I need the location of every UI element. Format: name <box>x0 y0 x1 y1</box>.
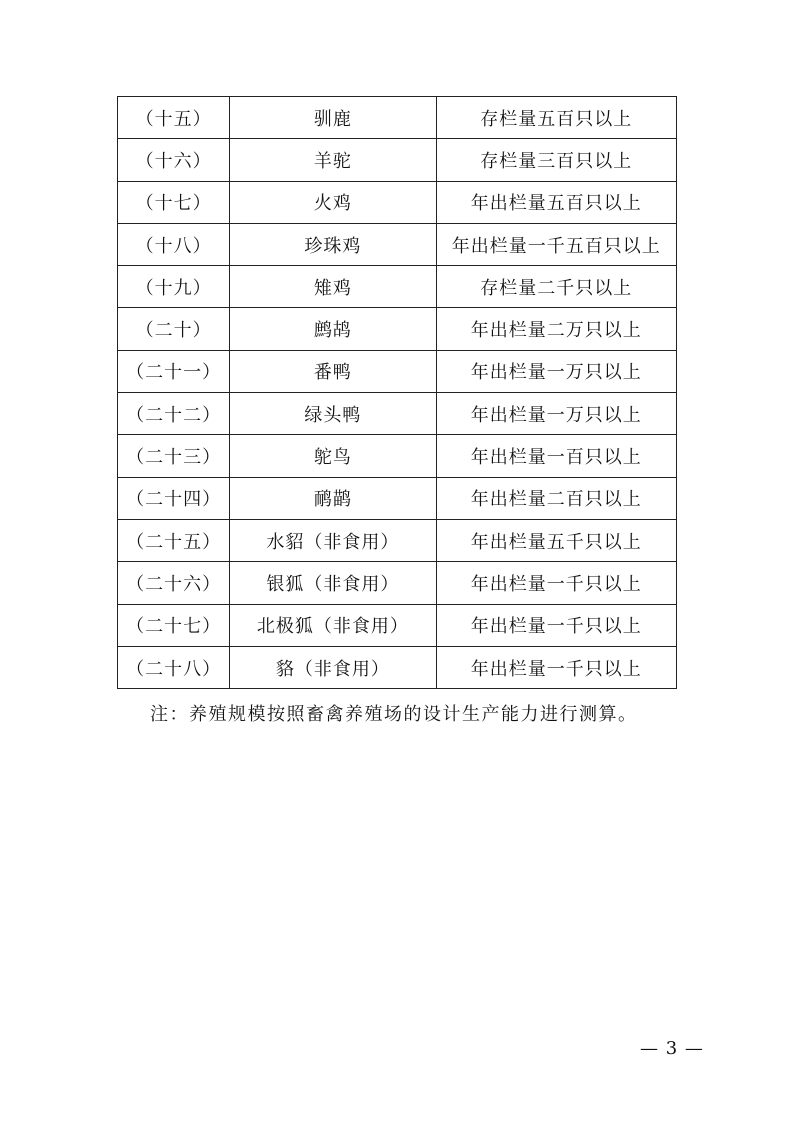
scale-cell: 存栏量二千只以上 <box>436 266 676 308</box>
table-row <box>118 519 677 561</box>
animal-cell: 北极狐（非食用） <box>230 604 436 646</box>
row-number-cell: （二十三） <box>118 435 230 477</box>
animal-cell: 火鸡 <box>230 181 436 223</box>
table-row <box>118 266 677 308</box>
table-note: 注：养殖规模按照畜禽养殖场的设计生产能力进行测算。 <box>150 704 638 725</box>
scale-cell: 年出栏量一千只以上 <box>436 646 676 688</box>
animal-cell: 银狐（非食用） <box>230 562 436 604</box>
row-number-cell: （十六） <box>118 139 230 181</box>
table-row <box>118 181 677 223</box>
scale-cell: 年出栏量二万只以上 <box>436 308 676 350</box>
row-number-cell: （二十二） <box>118 393 230 435</box>
scale-cell: 年出栏量五百只以上 <box>436 181 676 223</box>
page-number: — 3 — <box>640 1038 704 1059</box>
animal-cell: 绿头鸭 <box>230 393 436 435</box>
scale-cell: 年出栏量一百只以上 <box>436 435 676 477</box>
table-row <box>118 139 677 181</box>
scale-cell: 年出栏量一千五百只以上 <box>436 223 676 265</box>
animal-cell: 雉鸡 <box>230 266 436 308</box>
table-row <box>118 562 677 604</box>
table-row <box>118 350 677 392</box>
animal-cell: 鸵鸟 <box>230 435 436 477</box>
scale-cell: 年出栏量一万只以上 <box>436 393 676 435</box>
animal-cell: 鹧鸪 <box>230 308 436 350</box>
row-number-cell: （二十八） <box>118 646 230 688</box>
scale-cell: 存栏量五百只以上 <box>436 97 676 139</box>
scale-cell: 年出栏量一万只以上 <box>436 350 676 392</box>
table-row <box>118 308 677 350</box>
animal-cell: 驯鹿 <box>230 97 436 139</box>
animal-cell: 水貂（非食用） <box>230 519 436 561</box>
table-row <box>118 646 677 688</box>
scale-cell: 年出栏量一千只以上 <box>436 562 676 604</box>
scale-cell: 年出栏量五千只以上 <box>436 519 676 561</box>
scale-cell: 存栏量三百只以上 <box>436 139 676 181</box>
row-number-cell: （十八） <box>118 223 230 265</box>
animal-cell: 番鸭 <box>230 350 436 392</box>
table-row <box>118 393 677 435</box>
row-number-cell: （二十六） <box>118 562 230 604</box>
table-row <box>118 97 677 139</box>
table-row <box>118 223 677 265</box>
row-number-cell: （二十五） <box>118 519 230 561</box>
animal-cell: 貉（非食用） <box>230 646 436 688</box>
animal-cell: 鸸鹋 <box>230 477 436 519</box>
row-number-cell: （十五） <box>118 97 230 139</box>
row-number-cell: （二十） <box>118 308 230 350</box>
table-row <box>118 477 677 519</box>
breeding-scale-table <box>117 96 677 689</box>
row-number-cell: （二十一） <box>118 350 230 392</box>
row-number-cell: （十七） <box>118 181 230 223</box>
table-row <box>118 604 677 646</box>
scale-cell: 年出栏量二百只以上 <box>436 477 676 519</box>
table-body <box>118 97 677 689</box>
scale-cell: 年出栏量一千只以上 <box>436 604 676 646</box>
row-number-cell: （二十四） <box>118 477 230 519</box>
animal-cell: 珍珠鸡 <box>230 223 436 265</box>
row-number-cell: （十九） <box>118 266 230 308</box>
table-row <box>118 435 677 477</box>
animal-cell: 羊驼 <box>230 139 436 181</box>
row-number-cell: （二十七） <box>118 604 230 646</box>
